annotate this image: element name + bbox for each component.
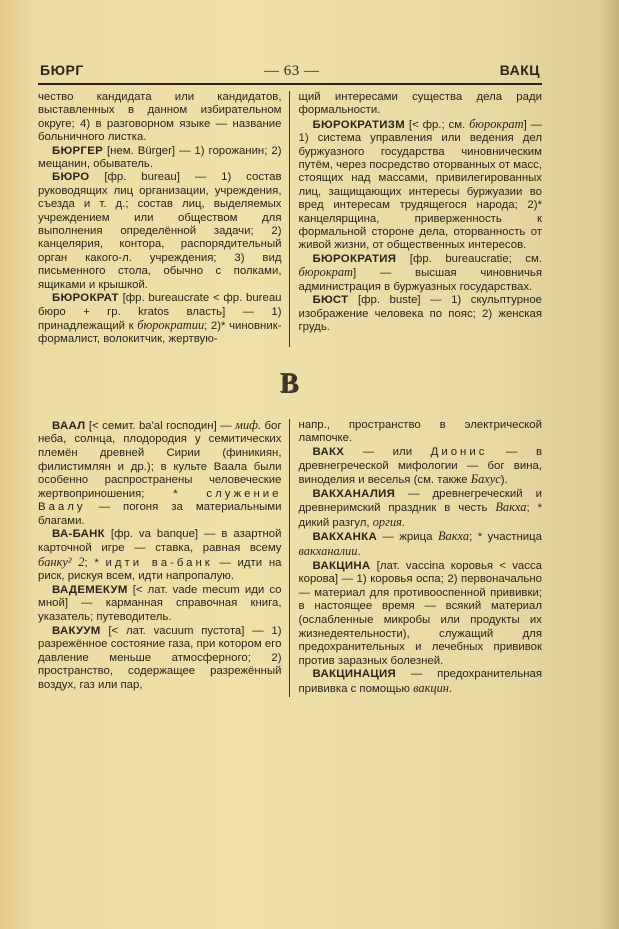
definition: — в древнегреческой мифологии — бог вина, виноделия и веселья (см. также	[298, 445, 542, 487]
entry-vakh	[299, 446, 543, 488]
entry-burokratiya	[299, 253, 543, 294]
phrase: идти ва-банк	[105, 556, 213, 569]
definition: — жрица	[376, 531, 438, 544]
cross-reference: вакцин	[413, 681, 449, 695]
definition: [фр. bureaucratie; см.	[396, 252, 542, 265]
cross-reference: Вакха	[437, 529, 470, 544]
definition: [< лат. vade mecum иди со мной] — карманная справочная книга, указатель; путеводитель.	[38, 583, 282, 624]
section-2-columns	[38, 419, 542, 697]
definition: бог неба, солнца, плодородия у семитических племён древней Сирии (финикиян, филистимлян и др.); в культе Ваала были особенно распространены человеческие жертвоприношения; *	[38, 419, 282, 500]
headword: БЮРО	[52, 171, 90, 184]
entry-vakkhanka	[299, 530, 543, 559]
cross-reference: бюрократии	[137, 317, 205, 332]
letter-v: В	[280, 368, 300, 400]
entry-va-bank	[38, 528, 282, 583]
continued-entry: щий интересами существа дела ради формальности.	[298, 91, 542, 117]
section-2-left-column	[38, 419, 290, 697]
entry-vaktsinatsiya	[299, 668, 543, 696]
definition: [нем. Bürger] — 1) горожанин; 2) мещанин, обыватель.	[38, 144, 282, 171]
definition: ; 2)* чиновник-формалист, волокитчик, жертвую-	[38, 319, 282, 346]
entry-vaal	[38, 419, 282, 529]
definition: [< семит. ba'al господин] —	[85, 419, 236, 432]
definition: [фр. va banque] — в азартной карточной игре — ставка, равная всему	[38, 528, 282, 555]
cross-reference: бюрократ	[469, 116, 524, 131]
headword: ВАКУУМ	[52, 624, 101, 637]
definition: .	[357, 546, 361, 559]
phrase: служение Ваалу	[38, 487, 282, 514]
label-abbrev: миф.	[235, 417, 262, 432]
running-head	[38, 62, 542, 85]
headword: БЮРОКРАТИЗМ	[312, 118, 406, 131]
definition: [< лат. vacuum пустота] — 1) разрежённое состояние газа, при котором его давление меньше атмосферного; 2) пространство, содержащее разрежённый воздух, газ или пар,	[38, 624, 282, 691]
entry-byust	[299, 294, 543, 334]
definition: — предохранительная прививка с помощью	[298, 668, 542, 695]
entry-burokratizm	[299, 118, 543, 253]
entry-vakuum	[38, 625, 282, 693]
definition: ).	[500, 474, 508, 487]
cross-reference: бюрократ	[298, 265, 353, 280]
headword: БЮРОКРАТИЯ	[312, 252, 397, 265]
definition: .	[448, 683, 453, 695]
entry-vaktsina	[299, 560, 543, 669]
definition: [фр. bureaucrate < фр. bureau бюро + гр. kratos власть] — 1) принадлежащий к	[38, 292, 282, 332]
phrase: Дионис	[430, 445, 488, 458]
headword: БЮРГЕР	[52, 144, 103, 157]
definition: [< фр.; см.	[405, 118, 470, 131]
definition: ; *	[84, 556, 106, 569]
running-head-last-word: ВАКЦ	[499, 62, 540, 78]
definition: — идти на риск, рискуя всем, идти напропалую.	[38, 556, 282, 583]
cross-reference: Вакха	[495, 500, 527, 515]
definition: .	[401, 516, 406, 529]
headword: ВАКХАНАЛИЯ	[312, 487, 396, 500]
page-number: — 63 —	[263, 63, 320, 79]
section-1-right-column	[290, 91, 543, 347]
definition: ] — высшая чиновничья администрация в буржуазных государствах.	[298, 267, 542, 293]
definition: ; * участница	[469, 531, 542, 544]
cross-reference: вакханалии	[298, 544, 358, 559]
headword: БЮСТ	[312, 294, 349, 307]
entry-vakkhanaliya	[299, 488, 543, 531]
entry-buro	[38, 171, 282, 292]
section-1-left-column	[38, 91, 290, 347]
continued-entry: чество кандидата или кандидатов, выставленных в данном избирательном округе; 4) в разговорном языке — название больничного листка.	[38, 91, 282, 144]
headword: ВАКХАНКА	[312, 531, 377, 544]
definition: — древнегреческий и древнеримский праздник в честь	[298, 487, 542, 515]
section-letter-heading	[38, 369, 542, 401]
section-1-columns	[38, 91, 542, 347]
definition: [фр. buste] — 1) скульптурное изображение человека по пояс; 2) женская грудь.	[298, 294, 542, 333]
definition: ] — 1) система управления или ведения дел буржуазного государства чиновническим путём, через посредство оторванных от масс, стоящих над массами, привилегированных лиц, защищающих интересы буржуазии во вред интересам трудящегося народа; 2)* канцелярщина, приверженность к формальной стороне дела, оторванность от живой жизни, от общественных интересов.	[298, 118, 542, 252]
definition: [фр. bureau] — 1) состав руководящих лиц организации, учреждения, съезда и т. д.; состав лиц, выделяемых учреждением или обществом для выполнения определённой задачи; 2) канцелярия, контора, распорядительный орган какого-л. учреждения; 3) вид письменного стола, обычно с полками, ящиками и крышкой.	[38, 171, 282, 291]
headword: ВААЛ	[52, 419, 86, 432]
headword: ВАКЦИНА	[312, 559, 371, 572]
entry-burger	[38, 145, 282, 172]
headword: ВАКХ	[312, 445, 345, 458]
definition: [лат. vaccina коровья < vacca корова] — 1) коровья оспа; 2) первоначально — материал для противооспенной прививки; в настоящее время — всякий материал (ослабленные микробы или продукты их жизнедеятельности), служащий для предохранительных и лечебных прививок против заразных болезней.	[298, 559, 542, 667]
headword: БЮРОКРАТ	[52, 292, 119, 305]
cross-reference: оргия	[372, 514, 402, 529]
headword: ВАДЕМЕКУМ	[52, 583, 128, 596]
definition: ; * дикий разгул,	[298, 502, 542, 529]
entry-vademekum	[38, 584, 282, 625]
running-head-first-word: БЮРГ	[40, 62, 84, 78]
continued-entry: напр., пространство в электрической лампочке.	[298, 418, 542, 445]
headword: ВАКЦИНАЦИЯ	[312, 668, 396, 681]
dictionary-page	[38, 62, 542, 697]
definition: — или	[344, 445, 431, 458]
cross-reference: банку² 2	[38, 554, 85, 569]
definition: — погоня за материальными благами.	[38, 501, 282, 527]
entry-burokrat	[38, 292, 282, 347]
cross-reference: Бахус	[470, 472, 501, 487]
section-2-right-column	[290, 419, 543, 697]
headword: ВА-БАНК	[52, 528, 105, 541]
